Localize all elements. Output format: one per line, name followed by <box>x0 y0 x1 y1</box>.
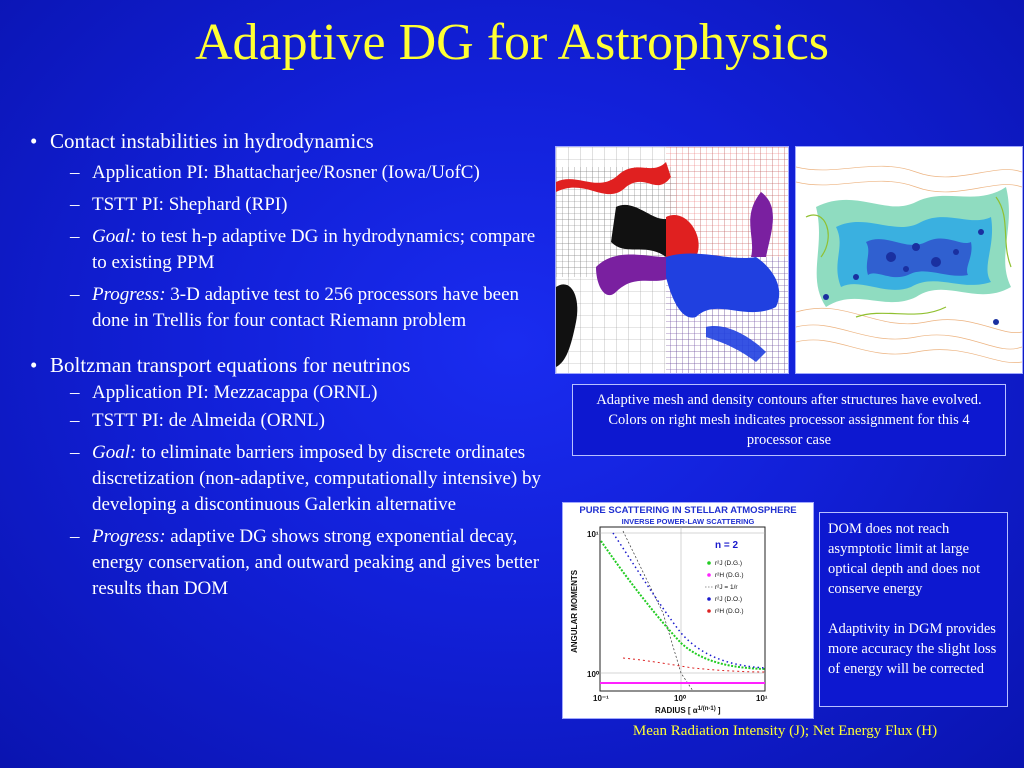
legend-marker <box>707 609 711 613</box>
sub-list <box>30 380 550 602</box>
legend-label: r²H (D.O.) <box>715 608 744 615</box>
series-jdo <box>613 533 765 668</box>
dash-glyph: – <box>70 194 80 215</box>
list-item <box>70 524 550 602</box>
dash-glyph: – <box>70 284 80 305</box>
mesh-caption: Adaptive mesh and density contours after structures have evolved. Colors on right mesh indicates processor assignment for this 4 processor case <box>572 384 1006 456</box>
plot-legend <box>705 560 744 615</box>
bullet-glyph: • <box>30 353 38 377</box>
n-label: n = 2 <box>715 540 739 551</box>
legend-marker <box>707 597 711 601</box>
item-text: Application PI: Mezzacappa (ORNL) <box>92 382 378 403</box>
sub-list <box>30 160 550 334</box>
legend-marker <box>707 573 711 577</box>
plot-subtitle: INVERSE POWER-LAW SCATTERING <box>621 517 755 526</box>
ytick-label: 10¹ <box>587 530 599 539</box>
xtick-label: 10⁰ <box>674 694 687 703</box>
plot-graphic <box>563 503 813 718</box>
list-item <box>70 192 550 218</box>
bullet-label: Contact instabilities in hydrodynamics <box>50 129 374 153</box>
list-item <box>70 408 550 434</box>
section-contact-instabilities <box>30 128 550 334</box>
item-text: Goal: to test h-p adaptive DG in hydrodynamics; compare to existing PPM <box>92 226 536 273</box>
slide-title: Adaptive DG for Astrophysics <box>194 14 830 71</box>
dash-glyph: – <box>70 442 80 463</box>
bullet-label: Boltzman transport equations for neutrinos <box>50 353 411 377</box>
bullet-glyph: • <box>30 129 38 153</box>
list-item <box>70 224 550 276</box>
series-asymptote <box>623 531 693 691</box>
legend-label: r²H (D.G.) <box>715 572 744 579</box>
xtick-label: 10¹ <box>756 694 768 703</box>
dash-glyph: – <box>70 410 80 431</box>
xlabel-exponent: 1/(n-1) <box>697 706 716 712</box>
item-text: Progress: 3-D adaptive test to 256 processors have been done in Trellis for four contact Riemann problem <box>92 284 520 331</box>
xtick-label: 10⁻¹ <box>593 694 609 703</box>
dom-caption-para-1: DOM does not reach asymptotic limit at large optical depth and does not conserve energy <box>828 521 981 597</box>
list-item <box>70 282 550 334</box>
density-contour-graphic <box>796 147 1022 373</box>
adaptive-mesh-image <box>555 146 789 374</box>
dash-glyph: – <box>70 162 80 183</box>
dash-glyph: – <box>70 526 80 547</box>
plot-caption: Mean Radiation Intensity (J); Net Energy Flux (H) <box>632 723 938 739</box>
bullet-2 <box>30 352 550 378</box>
legend-label: r²J (D.G.) <box>715 560 743 567</box>
item-text: Progress: adaptive DG shows strong exponential decay, energy conservation, and outward peaking and gives better results than DOM <box>92 526 540 599</box>
plot-title: PURE SCATTERING IN STELLAR ATMOSPHERE <box>579 505 797 516</box>
legend-marker <box>707 561 711 565</box>
legend-label: r²J (D.O.) <box>715 596 743 603</box>
dom-caption-para-2: Adaptivity in DGM provides more accuracy the slight loss of energy will be corrected <box>828 621 997 677</box>
item-text: TSTT PI: Shephard (RPI) <box>92 194 288 215</box>
bullet-column <box>30 128 550 604</box>
list-item <box>70 380 550 406</box>
ytick-label: 10⁰ <box>587 670 600 679</box>
legend-label: r²J = 1/r <box>715 584 738 591</box>
list-item <box>70 160 550 186</box>
xlabel-close: ] <box>715 706 721 715</box>
item-text: Application PI: Bhattacharjee/Rosner (Iowa/UofC) <box>92 162 480 183</box>
dash-glyph: – <box>70 226 80 247</box>
density-contour-image <box>795 146 1023 374</box>
bullet-1 <box>30 128 550 154</box>
plot-ylabel: ANGULAR MOMENTS <box>570 569 579 653</box>
xlabel-base: RADIUS [ α <box>655 706 698 715</box>
plot-xlabel <box>655 706 721 715</box>
item-text: Goal: to eliminate barriers imposed by discrete ordinates discretization (non-adaptive, computationally intensive) by developing a discontinuous Galerkin alternative <box>92 442 542 515</box>
angular-moments-plot <box>562 502 814 719</box>
item-text: TSTT PI: de Almeida (ORNL) <box>92 410 325 431</box>
dom-caption <box>819 512 1008 707</box>
adaptive-mesh-graphic <box>556 147 788 373</box>
series-hdo <box>623 658 765 672</box>
dash-glyph: – <box>70 382 80 403</box>
list-item <box>70 440 550 518</box>
section-boltzman-transport <box>30 352 550 602</box>
